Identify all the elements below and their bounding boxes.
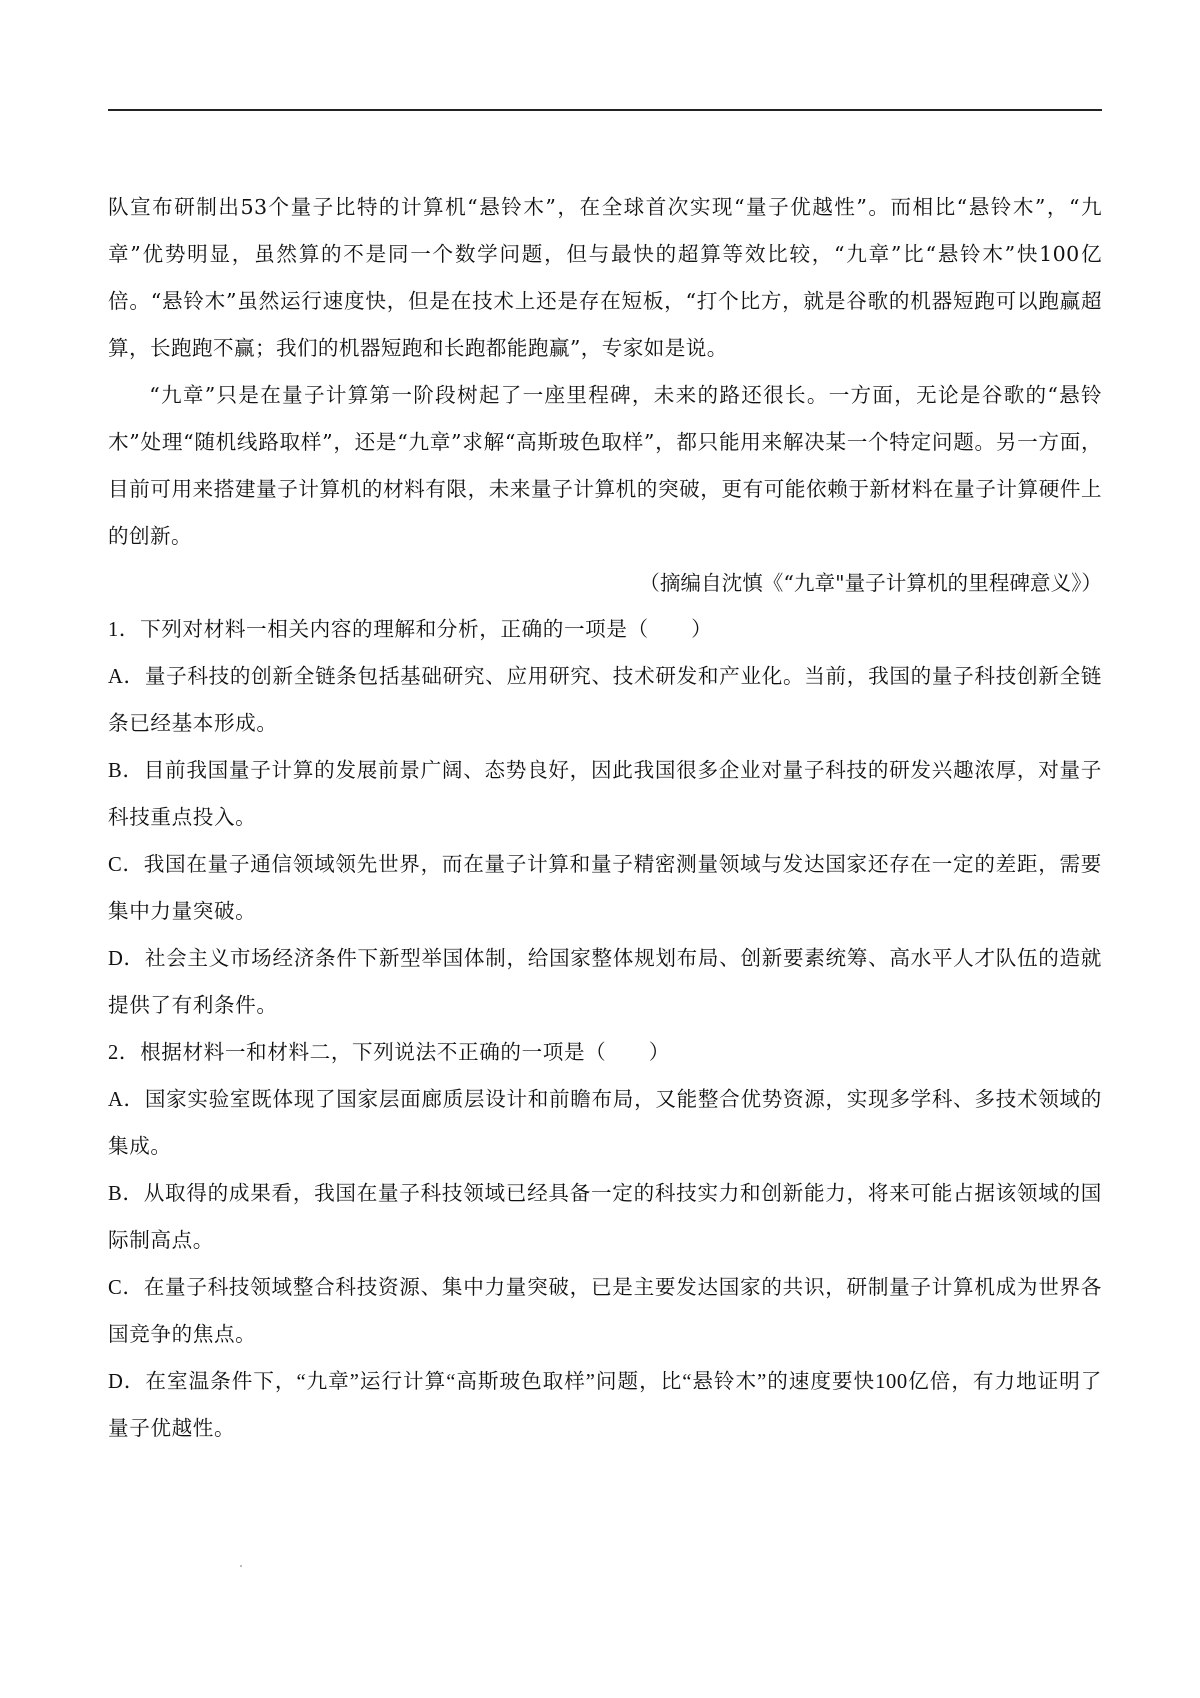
header-rule (108, 109, 1102, 111)
option-c[interactable]: C．我国在量子通信领域领先世界，而在量子计算和量子精密测量领域与发达国家还存在一定的差距，需要集中力量突破。 (108, 854, 1102, 923)
passage-paragraph: 队宣布研制出53个量子比特的计算机“悬铃木”，在全球首次实现“量子优越性”。而相比“悬铃木”，“九章”优势明显，虽然算的不是同一个数学问题，但与最快的超算等效比较，“九章”比“悬铃木”快100亿倍。“悬铃木”虽然运行速度快，但是在技术上还是存在短板，“打个比方，就是谷歌的机器短跑可以跑赢超算，长跑跑不赢；我们的机器短跑和长跑都能跑赢”，专家如是说。 (108, 195, 1102, 360)
passage-paragraph: “九章”只是在量子计算第一阶段树起了一座里程碑，未来的路还很长。一方面，无论是谷歌的“悬铃木”处理“随机线路取样”，还是“九章”求解“高斯玻色取样”，都只能用来解决某一个特定问题。另一方面，目前可用来搭建量子计算机的材料有限，未来量子计算机的突破，更有可能依赖于新材料在量子计算硬件上的创新。 (108, 383, 1102, 548)
page-content (108, 184, 1102, 1453)
option-d[interactable]: D．社会主义市场经济条件下新型举国体制，给国家整体规划布局、创新要素统筹、高水平人才队伍的造就提供了有利条件。 (108, 948, 1102, 1017)
question-2 (108, 1030, 1102, 1453)
option-a[interactable]: A．国家实验室既体现了国家层面廊质层设计和前瞻布局，又能整合优势资源，实现多学科、多技术领域的集成。 (108, 1089, 1102, 1158)
question-1 (108, 607, 1102, 1030)
scan-speck (240, 1565, 242, 1567)
option-a[interactable]: A．量子科技的创新全链条包括基础研究、应用研究、技术研发和产业化。当前，我国的量子科技创新全链条已经基本形成。 (108, 666, 1102, 735)
passage-citation: （摘编自沈慎《“九章"量子计算机的里程碑意义》） (639, 571, 1102, 595)
question-stem: 2．根据材料一和材料二，下列说法不正确的一项是（ ） (108, 1042, 670, 1064)
option-d[interactable]: D．在室温条件下，“九章”运行计算“高斯玻色取样”问题，比“悬铃木”的速度要快100亿倍，有力地证明了量子优越性。 (108, 1371, 1102, 1440)
option-b[interactable]: B．目前我国量子计算的发展前景广阔、态势良好，因此我国很多企业对量子科技的研发兴趣浓厚，对量子科技重点投入。 (108, 760, 1102, 829)
passage (108, 184, 1102, 560)
question-stem: 1．下列对材料一相关内容的理解和分析，正确的一项是（ ） (108, 619, 713, 641)
option-c[interactable]: C．在量子科技领域整合科技资源、集中力量突破，已是主要发达国家的共识，研制量子计算机成为世界各国竞争的焦点。 (108, 1277, 1102, 1346)
option-b[interactable]: B．从取得的成果看，我国在量子科技领域已经具备一定的科技实力和创新能力，将来可能占据该领域的国际制高点。 (108, 1183, 1102, 1252)
